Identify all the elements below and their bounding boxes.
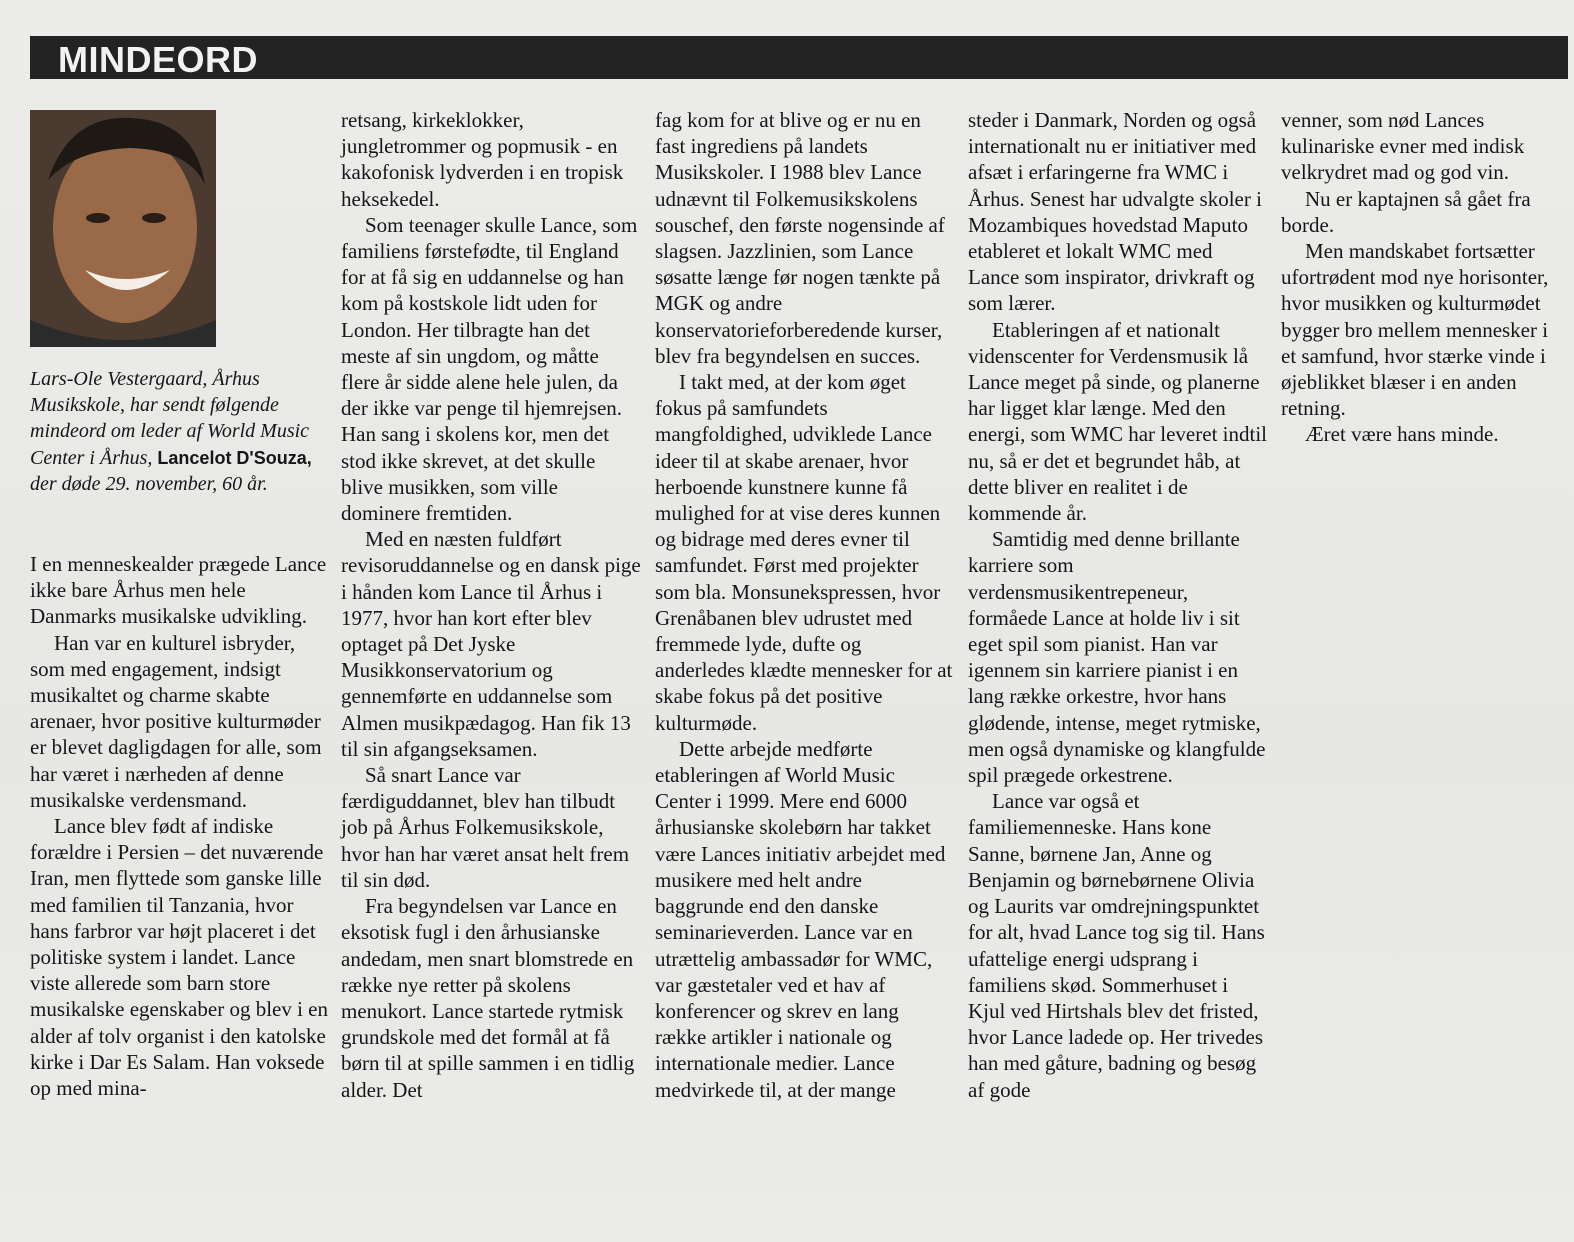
closing-line: Æret være hans minde. bbox=[1305, 422, 1499, 447]
article-paragraph: fag kom for at blive og er nu en fast ingrediens på landets Musikskoler. I 1988 blev Lance udnævnt til Folkemusikskolens souschef, den første nogensinde af slagsen. Jazzlinien, som Lance søsatte længe før nogen tænkte på MGK og andre konservatorieforberedende kurser, blev fra begyndelsen en succes. bbox=[655, 108, 945, 368]
article-paragraph: Men mandskabet fortsætter ufortrødent mod nye horisonter, hvor musikken og kulturmødet bygger bro mellem mennesker i et samfund, hvor stærke vinde i øjeblikket blæser i en anden retning. bbox=[1281, 239, 1549, 421]
article-column-5 bbox=[1281, 107, 1566, 448]
caption-tail: der døde 29. november, 60 år. bbox=[30, 472, 268, 495]
article-paragraph: I takt med, at der kom øget fokus på samfundets mangfoldighed, udviklede Lance ideer til at skabe arenaer, hvor herboende kunstnere kunne få mulighed for at vise deres kunnen og bidrage med deres evner til samfundet. Først med projekter som bla. Monsunekspressen, hvor Grenåbanen blev udrustet med fremmede lyde, dufte og anderledes klædte mennesker for at skabe fokus på det positive kulturmøde. bbox=[655, 370, 953, 735]
caption-lead: Lars-Ole Vestergaard, Århus Musikskole, har sendt følgende mindeord om leder af World Music Center i Århus, bbox=[30, 368, 310, 469]
article-column-3 bbox=[655, 107, 955, 1103]
article-paragraph: Lance blev født af indiske forældre i Persien – det nuværende Iran, men flyttede som ganske lille med familien til Tanzania, hvor hans farbror var højt placeret i det politiske system i landet. Lance viste allerede som barn store musikalske egenskaber og blev i en alder af tolv organist i den katolske kirke i Dar Es Salam. Han voksede op med mina- bbox=[30, 814, 328, 1101]
article-paragraph: steder i Danmark, Norden og også internationalt nu er initiativer med afsæt i erfaringerne fra WMC i Århus. Senest har udvalgte skoler i Mozambiques hovedstad Maputo etableret et lokalt WMC med Lance som inspirator, drivkraft og som lærer. bbox=[968, 108, 1262, 316]
article-column-1 bbox=[30, 551, 330, 1101]
article-paragraph: Så snart Lance var færdiguddannet, blev han tilbudt job på Århus Folkemusikskole, hvor han har været ansat helt frem til sin død. bbox=[341, 763, 630, 892]
article-paragraph: Dette arbejde medførte etableringen af World Music Center i 1999. Mere end 6000 århusianske skolebørn har takket være Lances initiativ arbejdet med musikere med helt andre baggrunde end den danske seminarieverden. Lance var en utrættelig ambassadør for WMC, var gæstetaler ved et hav af konferencer og skrev en lang række artikler i nationale og internationale medier. Lance medvirkede til, at der mange bbox=[655, 736, 946, 1102]
photo-caption bbox=[30, 366, 330, 497]
article-paragraph: Nu er kaptajnen så gået fra borde. bbox=[1281, 186, 1531, 237]
article-paragraph: Han var en kulturel isbryder, som med engagement, indsigt musikaltet og charme skabte arenaer, hvor positive kulturmøder er blevet dagligdagen for alle, som har været i nærheden af denne musikalske verdensmand. bbox=[30, 630, 322, 812]
portrait-photo bbox=[30, 110, 216, 347]
article-column-4 bbox=[968, 107, 1268, 1103]
article-paragraph: Fra begyndelsen var Lance en eksotisk fugl i den århusianske andedam, men snart blomstrede en række nye retter på skolens menukort. Lance startede rytmisk grundskole med det formål at få børn til at spille sammen i en tidlig alder. Det bbox=[341, 894, 635, 1102]
section-header-bar bbox=[30, 36, 1568, 79]
portrait-icon bbox=[30, 110, 216, 347]
article-paragraph: I en menneskealder prægede Lance ikke bare Århus men hele Danmarks musikalske udvikling. bbox=[30, 552, 327, 629]
article-paragraph: Med en næsten fuldført revisoruddannelse og en dansk pige i hånden kom Lance til Århus i 1977, hvor han kort efter blev optaget på Det Jyske Musikkonservatorium og gennemførte en uddannelse som Almen musikpædagog. Han fik 13 til sin afgangseksamen. bbox=[341, 527, 641, 761]
section-title: MINDEORD bbox=[58, 39, 258, 80]
article-paragraph: retsang, kirkeklokker, jungletrommer og popmusik - en kakofonisk lydverden i en tropisk heksekedel. bbox=[341, 108, 624, 211]
article-column-2 bbox=[341, 107, 641, 1103]
article-paragraph: venner, som nød Lances kulinariske evner med indisk velkrydret mad og god vin. bbox=[1281, 108, 1525, 185]
article-paragraph: Lance var også et familiemenneske. Hans kone Sanne, børnene Jan, Anne og Benjamin og børnebørnene Olivia og Laurits var omdrejningspunktet for alt, hvad Lance tog sig til. Hans ufattelige energi udsprang i familiens skød. Sommerhuset i Kjul ved Hirtshals blev det fristed, hvor Lance ladede op. Her trivedes han med gåture, badning og besøg af gode bbox=[968, 789, 1265, 1102]
deceased-name: Lancelot D'Souza, bbox=[157, 447, 312, 468]
article-paragraph: Etableringen af et nationalt videnscenter for Verdensmusik lå Lance meget på sinde, og planerne har ligget klar længe. Med den energi, som WMC har leveret indtil nu, så er det et begrundet håb, at dette bliver en realitet i de kommende år. bbox=[968, 317, 1267, 526]
article-paragraph: Samtidig med denne brillante karriere som verdensmusikentrepeneur, formåede Lance at holde liv i sit eget spil som pianist. Han var igennem sin karriere pianist i en lang række orkestre, hvor hans glødende, intense, meget rytmiske, men også dynamiske og klangfulde spil prægede orkestrene. bbox=[968, 527, 1266, 788]
article-paragraph: Som teenager skulle Lance, som familiens førstefødte, til England for at få sig en uddannelse og han kom på kostskole lidt uden for London. Her tilbragte han det meste af sin ungdom, og måtte flere år sidde alene hele julen, da der ikke var penge til hjemrejsen. Han sang i skolens kor, men det stod ikke skrevet, at det skulle blive musikken, som ville dominere fremtiden. bbox=[341, 212, 638, 526]
